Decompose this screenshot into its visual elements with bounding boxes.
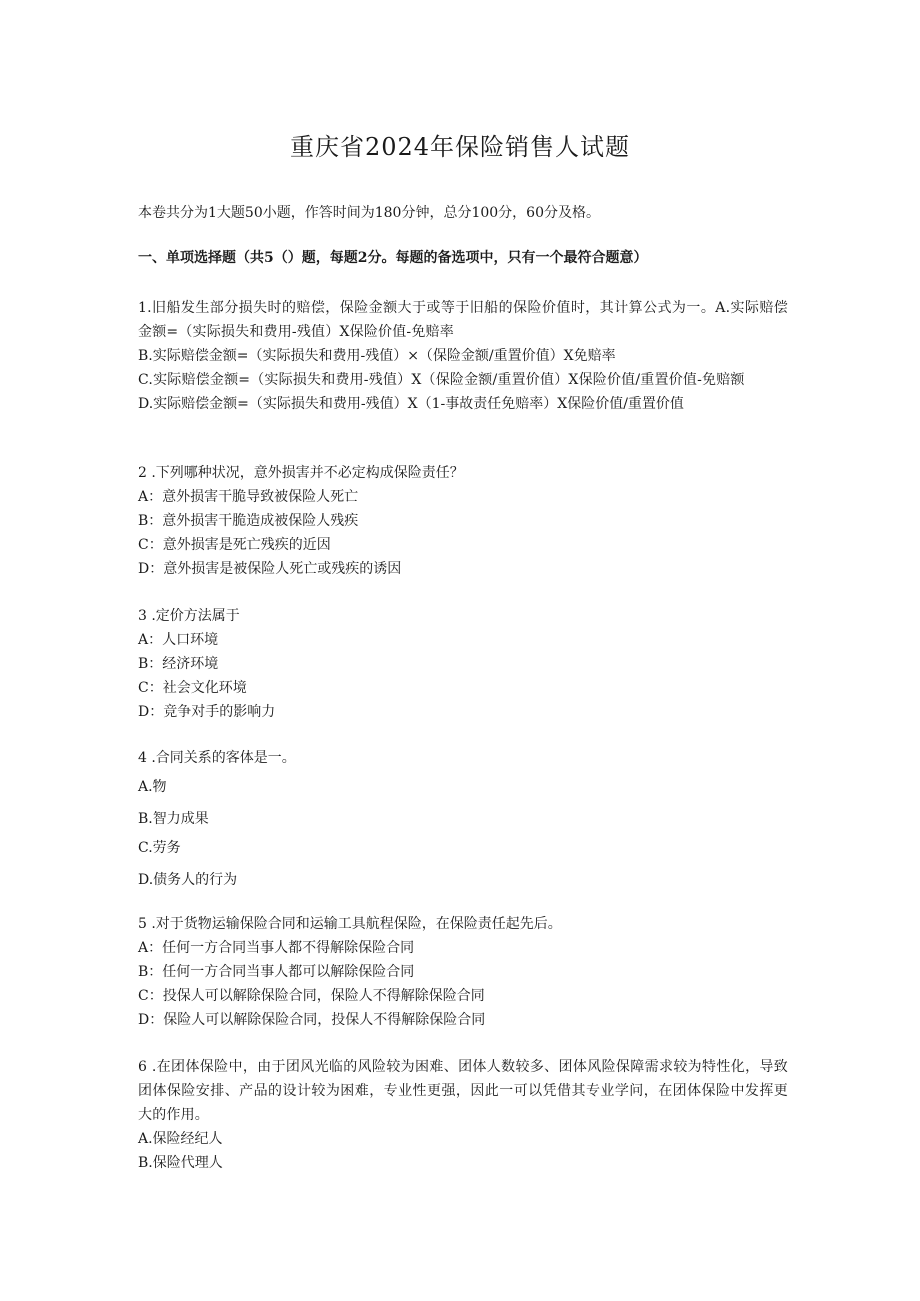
- option-c: C：意外损害是死亡残疾的近因: [138, 537, 331, 553]
- question-2: [138, 461, 788, 581]
- option-b: B.保险代理人: [138, 1155, 223, 1171]
- option-b: B：意外损害干脆造成被保险人残疾: [138, 513, 359, 529]
- question-6: [138, 1055, 788, 1175]
- question-stem: 4 .合同关系的客体是一。: [138, 750, 296, 766]
- option-b: B.实际赔偿金额=（实际损失和费用-残值）×（保险金额/重置价值）X免赔率: [138, 348, 616, 364]
- exam-intro: 本卷共分为1大题50小题，作答时间为180分钟，总分100分，60分及格。: [138, 205, 600, 221]
- question-stem: 6 .在团体保险中，由于团风光临的风险较为困难、团体人数较多、团体风险保障需求较为特性化，导致团体保险安排、产品的设计较为困难，专业性更强，因此一可以凭借其专业学问，在团体保险中发挥更大的作用。: [138, 1059, 788, 1123]
- option-d: D.实际赔偿金额=（实际损失和费用-残值）X（1-事故责任免赔率）X保险价值/重置价值: [138, 396, 684, 412]
- option-a: A：任何一方合同当事人都不得解除保险合同: [138, 940, 415, 956]
- section-heading: 一、单项选择题（共5（）题，每题2分。每题的备选项中，只有一个最符合题意）: [138, 250, 648, 266]
- option-a: A.物: [138, 779, 167, 795]
- question-stem: 2 .下列哪种状况，意外损害并不必定构成保险责任？: [138, 465, 464, 481]
- option-c: C：投保人可以解除保险合同，保险人不得解除保险合同: [138, 988, 485, 1004]
- option-a: A.保险经纪人: [138, 1131, 223, 1147]
- option-d: D.债务人的行为: [138, 872, 238, 888]
- question-1: [138, 296, 788, 416]
- option-c: C.实际赔偿金额=（实际损失和费用-残值）X（保险金额/重置价值）X保险价值/重置价值-免赔额: [138, 372, 745, 388]
- option-c: C.劳务: [138, 840, 181, 856]
- option-d: D：保险人可以解除保险合同，投保人不得解除保险合同: [138, 1012, 486, 1028]
- question-5: [138, 912, 788, 1032]
- option-a: A：意外损害干脆导致被保险人死亡: [138, 489, 359, 505]
- question-stem: 3 .定价方法属于: [138, 608, 240, 624]
- question-3: [138, 604, 788, 724]
- document-title: 重庆省2024年保险销售人试题: [289, 133, 631, 161]
- question-4: [138, 744, 788, 895]
- question-stem: 1.旧船发生部分损失时的赔偿，保险金额大于或等于旧船的保险价值时，其计算公式为一。A.实际赔偿金额=（实际损失和费用-残值）X保险价值-免赔率: [138, 300, 788, 340]
- option-b: B：经济环境: [138, 656, 219, 672]
- option-a: A：人口环境: [138, 632, 219, 648]
- option-d: D：意外损害是被保险人死亡或残疾的诱因: [138, 561, 402, 577]
- option-b: B.智力成果: [138, 811, 209, 827]
- option-b: B：任何一方合同当事人都可以解除保险合同: [138, 964, 415, 980]
- option-c: C：社会文化环境: [138, 680, 247, 696]
- question-stem: 5 .对于货物运输保险合同和运输工具航程保险，在保险责任起先后。: [138, 916, 562, 932]
- option-d: D：竞争对手的影响力: [138, 704, 276, 720]
